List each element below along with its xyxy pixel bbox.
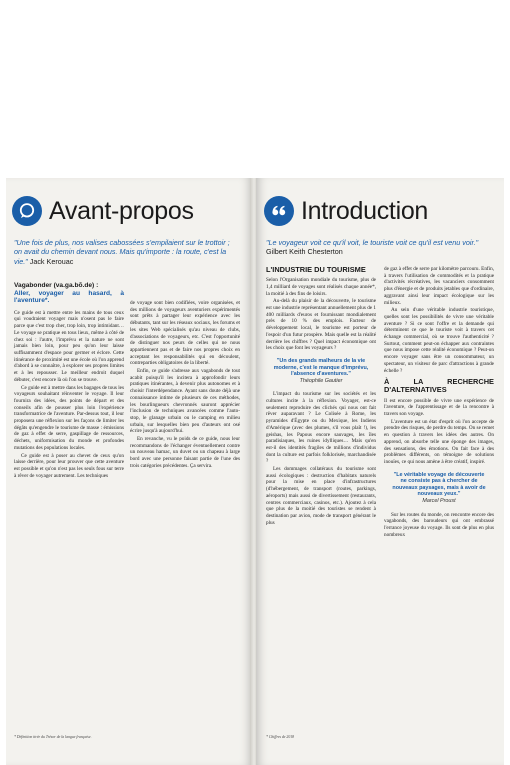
paragraph: de voyage sont bien codifiées, voire organisées, et des millions de voyageurs aventuriers expérimentés sont prêts à partager leur expérience avec les débutants, tant sur les réseaux sociaux, les forums et les sites Web spécialisés qu'au niveau de clubs, d'associations de voyageurs, etc. C'est l'opportunité de distinguer nos peurs de celles qui ne nous appartiennent pas et de faire nos propres choix en acceptant les responsabilités qui en découlent, contreparties obligatoires de la liberté. [130, 300, 240, 367]
paragraph: L'aventure est un état d'esprit où l'on accepte de prendre des risques, de perdre du temps. On se remet en question à travers les idées des autres. On apprend, on absorbe telle une éponge des images, des sensations, des émotions. On fait face à des problèmes différents, on témoigne de solutions inouïes, ce qui nous amène à être créatif, inspiré. [384, 418, 494, 465]
speech-bubble-icon [12, 196, 42, 226]
pull-quote-author: Marcel Proust [422, 498, 456, 505]
paragraph: En revanche, vu le poids de ce guide, nous leur recommandons de l'échanger éventuellement contre un nouveau hamac, un duvet ou un chapeau à large bord avec une personne faisant partie de l'une des trois catégories précédentes. Ça servira. [130, 436, 240, 469]
column-1 [14, 282, 124, 480]
page-left [6, 178, 252, 765]
paragraph: Il est encore possible de vivre une expérience de l'aventure, de l'apprentissage et de la rencontre à travers son voyage. [384, 397, 494, 418]
page-title: Avant-propos [49, 196, 194, 225]
footnote: * Chiffres de 2018 [266, 735, 295, 739]
paragraph: de gaz à effet de serre par kilomètre parcouru. Enfin, à travers l'utilisation de commodités et la pratique d'activités récréatives, les vacanciers consomment plus d'énergie et de produits jetables que d'ordinaire, aggravant ainsi leur impact écologique sur les milieux. [384, 266, 494, 306]
heading-introduction [264, 196, 428, 226]
epigraph-author: Jack Kerouac [29, 256, 74, 266]
page-title: Introduction [301, 196, 429, 225]
paragraph: Enfin, ce guide s'adresse aux vagabonds de tout acabit puisqu'il les incitera à approfondir leurs pratiques itinérantes, à devenir plus autonomes et à choisir l'interdépendance. Ayant sans doute déjà une connaissance intime de plusieurs de ces méthodes, les bourlingueurs chevronnés sauront apprécier l'inclusion de techniques avancées comme l'auto-stop, le glanage urbain ou le camping en milieu urbain, sur lesquelles bien peu d'auteurs ont osé écrire jusqu'à aujourd'hui. [130, 368, 240, 435]
section-heading: À LA RECHERCHE D'ALTERNATIVES [384, 377, 494, 395]
heading-avant-propos [12, 196, 194, 226]
paragraph: Ce guide est à mettre dans les bagages de tous les voyageurs souhaitant réinventer le voyage. Il leur fournira des idées, des points de départ et des conseils afin de pousser plus loin l'expérience transformatrice de l'aventure. Par-dessus tout, il leur proposera une réflexion sur les façons de limiter les dégâts qu'engendre le tourisme de masse : émissions de gaz à effet de serre, gaspillage de ressources, déchets, uniformisation du monde et profondes mutations des populations locales. [14, 384, 124, 451]
epigraph [266, 238, 491, 257]
paragraph: Ce guide est à poser au chevet de ceux qu'on laisse derrière, pour leur prouver que cette aventure est possible et qu'on n'est pas les seuls fous sur terre à rêver de voyager autrement. Les techniques [14, 452, 124, 479]
paragraph: Selon l'Organisation mondiale du tourisme, plus de 1,4 milliard de voyages sont réalisés chaque année*, la moitié à des fins de loisirs. [266, 277, 376, 297]
paragraph: Ce guide est à mettre entre les mains de tous ceux qui voudraient voyager mais n'osent pas le faire parce que c'est trop cher, trop loin, trop intimidant… Le voyage se pratique en tous lieux, même à côté de chez soi : l'autre, l'imprévu et la nature ne sont jamais bien loin, pour peu qu'on leur laisse suffisamment d'espace pour germer et éclore. Cette itinérance de proximité est une école où l'on apprend d'abord à se connaître, à explorer ses propres limites et à les repousser. Le meilleur endroit duquel débuter, c'est encore là où l'on se trouve. [14, 309, 124, 383]
column-1 [266, 266, 376, 527]
paragraph: L'impact du tourisme sur les sociétés et les cultures incite à la réflexion. Voyager, est-ce seulement reproduire des clichés qui nous ont fait rêver auparavant ? Le Colisée à Rome, les pyramides d'Égypte ou du Mexique, les Indiens d'Amérique (avec des plumes, s'il vous plaît !), les geishas, les Papous encore sauvages, les îles paradisiaques, les ruines idylliques… Mais qu'en est-il des identités fragiles de millions d'individus dont la culture est parfois folklorisée, marchandisée ? [266, 391, 376, 465]
paragraph: Au sein d'une véritable industrie touristique, quelles sont les possibilités de vivre une véritable aventure ? Si ce sont l'offre et la demande qui déterminent ce que le touriste voit à travers cet échange commercial, où se trouve l'authenticité ? Surtout, comment peut-on échapper aux contraintes que nous impose cette réalité économique ? Peut-on encore voyager sans être un consommateur, un spectateur, un visiteur de parc d'attractions à grande échelle ? [384, 307, 494, 374]
page-right [256, 178, 504, 765]
paragraph: Sur les routes du monde, on rencontre encore des vagabonds, des baroudeurs qui ont embrassé l'errance joyeuse du voyage. Ils sont de plus en plus nombreux [384, 511, 494, 538]
column-2 [130, 300, 240, 471]
paragraph: Au-delà du plaisir de la découverte, le tourisme est une industrie représentant annuellement plus de 1 400 milliards d'euros et fournissant mondialement près de 10 % des emplois. Facteur de développement local, le tourisme est porteur de l'espoir d'un futur prospère. Mais quelle est la réalité derrière les chiffres ? Quel impact économique ont les choix que font les voyageurs ? [266, 298, 376, 352]
book-spread [6, 178, 504, 765]
blank-margin-top [0, 0, 510, 178]
pull-quote [272, 358, 370, 384]
definition-term: Vagabonder (va.ga.bõ.de) : [14, 282, 99, 289]
quote-marks-icon [264, 196, 294, 226]
epigraph [14, 238, 239, 266]
pull-quote [390, 472, 488, 505]
column-2 [384, 266, 494, 539]
epigraph-text: "Une fois de plus, nos valises cabossées s'empilaient sur le trottoir ; on avait du chemin devant nous. Mais qu'importe : la route, c'est la vie." [14, 238, 230, 266]
definition-text: Aller, voyager au hasard, à l'aventure*. [14, 289, 124, 305]
paragraph: Les dommages collatéraux du tourisme sont aussi écologiques : destruction d'habitats naturels pour la mise en place d'infrastructures (d'hébergement, de transport (routes, parkings, aéroports) mais aussi de divertissement (restaurants, centres commerciaux, casinos, etc.). Ajoutez à cela que plus de la moitié des touristes se rendent à destination par avion, mode de transport générant le plus [266, 466, 376, 526]
pull-quote-text: "Un des grands malheurs de la vie moderne, c'est le manque d'imprévu, l'absence d'aventures." [273, 357, 369, 378]
pull-quote-text: "Le véritable voyage de découverte ne consiste pas à chercher de nouveaux paysages, mais à avoir de nouveaux yeux." [392, 471, 486, 498]
pull-quote-author: Théophile Gautier [299, 377, 343, 384]
footnote: * Définition tirée du Trésor de la langue française. [14, 735, 92, 739]
section-heading: L'INDUSTRIE DU TOURISME [266, 265, 366, 274]
definition [14, 282, 124, 305]
epigraph-text: "Le voyageur voit ce qu'il voit, le touriste voit ce qu'il est venu voir." [266, 238, 479, 247]
epigraph-author: Gilbert Keith Chesterton [266, 247, 343, 257]
